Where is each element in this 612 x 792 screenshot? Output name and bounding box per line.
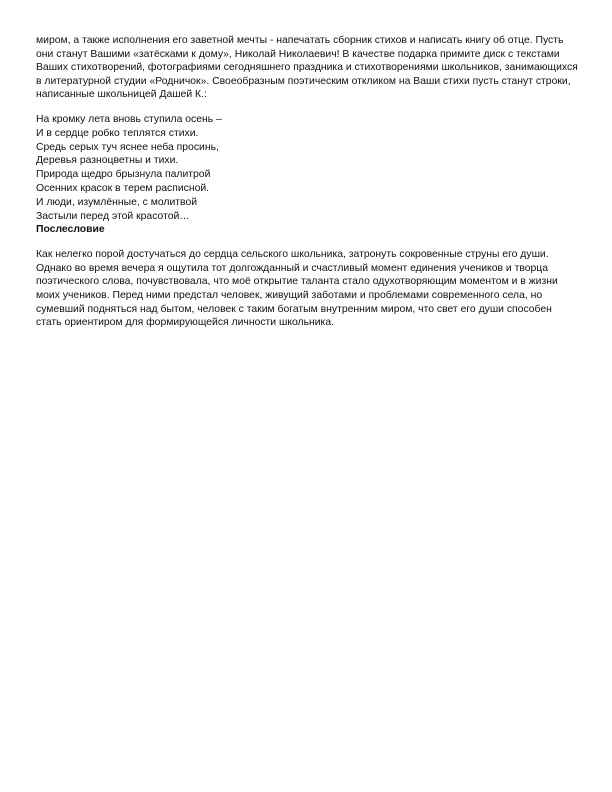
document-page <box>36 34 578 330</box>
poem-line: Деревья разноцветны и тихи. <box>36 155 179 167</box>
poem <box>36 113 578 223</box>
poem-line: И в сердце робко теплятся стихи. <box>36 127 199 139</box>
afterword-paragraph: Как нелегко порой достучаться до сердца сельского школьника, затронуть сокровенные струны его души. Однако во время вечера я ощутила тот долгожданный и счастливый момент единения учеников и творца поэтического слова, почувствовала, что моё открытие таланта стало одухотворяющим моментом и в жизни моих учеников. Перед ними предстал человек, живущий заботами и проблемами современного села, но сумевший подняться над бытом, человек с таким богатым внутренним миром, что свет его души способен стать ориентиром для формирующейся личности школьника. <box>36 249 558 329</box>
poem-line: Природа щедро брызнула палитрой <box>36 169 211 181</box>
poem-line: На кромку лета вновь ступила осень – <box>36 113 222 125</box>
poem-line: Средь серых туч яснее неба просинь, <box>36 141 219 153</box>
poem-line: И люди, изумлённые, с молитвой <box>36 196 198 208</box>
afterword-heading: Послесловие <box>36 224 105 236</box>
poem-line: Застыли перед этой красотой… <box>36 210 190 222</box>
intro-paragraph: миром, а также исполнения его заветной мечты - напечатать сборник стихов и написать книгу об отце. Пусть они станут Вашими «затёсками к дому», Николай Николаевич! В качестве подарка примите диск с текстами Ваших стихотворений, фотографиями сегодняшнего праздника и стихотворениями школьников, занимающихся в литературной студии «Родничок». Своеобразным поэтическим откликом на Ваши стихи пусть станут строки, написанные школьницей Дашей К.: <box>36 35 578 101</box>
poem-line: Осенних красок в терем расписной. <box>36 182 210 194</box>
